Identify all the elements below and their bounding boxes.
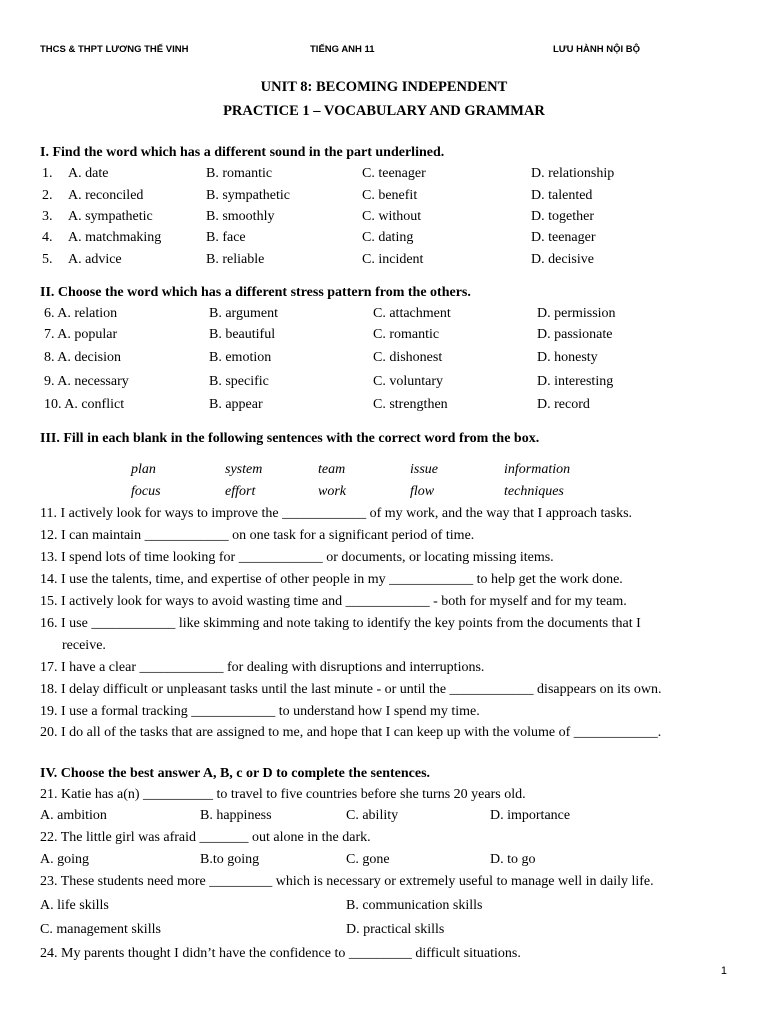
option-c: C. benefit (362, 188, 418, 203)
word-box-item: work (318, 484, 346, 499)
option-c: C. management skills (40, 922, 161, 937)
sentence-18: 18. I delay difficult or unpleasant tasks until the last minute - or until the ____________ disappears on its own. (40, 682, 662, 697)
circulation-note: LƯU HÀNH NỘI BỘ (553, 44, 641, 55)
option-d: D. together (531, 209, 594, 224)
option-b: B. sympathetic (206, 188, 290, 203)
sentence-16-continuation: receive. (62, 638, 106, 653)
school-name: THCS & THPT LƯƠNG THẾ VINH (40, 44, 189, 55)
option-d: D. to go (490, 852, 536, 867)
question-23-options-row-2 (0, 922, 768, 942)
sentence-19: 19. I use a formal tracking ____________ to understand how I spend my time. (40, 704, 480, 719)
option-b: B. smoothly (206, 209, 275, 224)
option-d: D. record (537, 397, 590, 412)
option-c: C. voluntary (373, 374, 443, 389)
option-b: B.to going (200, 852, 260, 867)
question-number: 2. (42, 188, 53, 203)
word-box-item: flow (410, 484, 435, 499)
option-c: C. attachment (373, 306, 451, 321)
question-number: 1. (42, 166, 53, 181)
sentence-14: 14. I use the talents, time, and expertise of other people in my ____________ to help get the work done. (40, 572, 623, 587)
option-c: C. without (362, 209, 422, 224)
option-a: 10. A. conflict (44, 397, 125, 412)
question-24: 24. My parents thought I didn’t have the confidence to _________ difficult situations. (40, 946, 521, 961)
question-number: 4. (42, 230, 53, 245)
question-21: 21. Katie has a(n) __________ to travel to five countries before she turns 20 years old. (40, 787, 526, 802)
option-b: B. beautiful (209, 327, 276, 342)
option-a: A. life skills (40, 898, 109, 913)
option-b: B. romantic (206, 166, 273, 181)
option-d: D. interesting (537, 374, 614, 389)
word-box-item: focus (131, 484, 161, 499)
option-d: D. passionate (537, 327, 613, 342)
option-b: B. communication skills (346, 898, 483, 913)
page-number: 1 (720, 965, 727, 977)
option-a: A. reconciled (68, 188, 144, 203)
question-number: 5. (42, 252, 53, 267)
question-row (0, 166, 768, 186)
option-b: B. specific (209, 374, 269, 389)
question-row (0, 397, 768, 417)
sentence-15: 15. I actively look for ways to avoid wasting time and ____________ - both for myself and for my team. (40, 594, 627, 609)
option-a: 8. A. decision (44, 350, 121, 365)
sentence-13: 13. I spend lots of time looking for ____________ or documents, or locating missing items. (40, 550, 554, 565)
option-c: C. gone (346, 852, 390, 867)
section-4-heading: IV. Choose the best answer A, B, c or D to complete the sentences. (40, 766, 431, 781)
option-c: C. dating (362, 230, 414, 245)
word-box-item: effort (225, 484, 256, 499)
question-row (0, 209, 768, 229)
option-b: B. happiness (200, 808, 272, 823)
sentence-20: 20. I do all of the tasks that are assigned to me, and hope that I can keep up with the volume of ____________. (40, 725, 662, 740)
option-c: C. romantic (373, 327, 440, 342)
question-row (0, 252, 768, 272)
option-d: D. practical skills (346, 922, 445, 937)
sentence-12: 12. I can maintain ____________ on one task for a significant period of time. (40, 528, 475, 543)
question-row (0, 230, 768, 250)
question-number: 3. (42, 209, 53, 224)
question-row (0, 188, 768, 208)
option-b: B. face (206, 230, 246, 245)
option-a: A. date (68, 166, 109, 181)
section-2-heading: II. Choose the word which has a different stress pattern from the others. (40, 285, 471, 300)
unit-title: UNIT 8: BECOMING INDEPENDENT (260, 79, 508, 95)
option-d: D. importance (490, 808, 571, 823)
option-c: C. dishonest (373, 350, 443, 365)
option-a: A. sympathetic (68, 209, 153, 224)
word-box-item: system (225, 462, 263, 477)
sentence-17: 17. I have a clear ____________ for dealing with disruptions and interruptions. (40, 660, 485, 675)
option-d: D. relationship (531, 166, 615, 181)
option-d: D. talented (531, 188, 593, 203)
option-a: 7. A. popular (44, 327, 118, 342)
question-23: 23. These students need more _________ which is necessary or extremely useful to manage well in daily life. (40, 874, 654, 889)
practice-title: PRACTICE 1 – VOCABULARY AND GRAMMAR (223, 103, 545, 119)
option-d: D. honesty (537, 350, 598, 365)
option-d: D. decisive (531, 252, 594, 267)
word-box-item: team (318, 462, 346, 477)
sentence-11: 11. I actively look for ways to improve the ____________ of my work, and the way that I approach tasks. (40, 506, 633, 521)
option-a: 6. A. relation (44, 306, 118, 321)
option-c: C. incident (362, 252, 424, 267)
option-b: B. emotion (209, 350, 272, 365)
option-a: A. ambition (40, 808, 107, 823)
word-box-item: information (504, 462, 571, 477)
question-21-options (0, 808, 768, 828)
sentence-16: 16. I use ____________ like skimming and note taking to identify the key points from the documents that I (40, 616, 641, 631)
word-box-item: techniques (504, 484, 564, 499)
option-b: B. reliable (206, 252, 265, 267)
section-1-heading: I. Find the word which has a different sound in the part underlined. (40, 145, 445, 160)
section-3-heading: III. Fill in each blank in the following sentences with the correct word from the box. (40, 431, 540, 446)
question-row (0, 306, 768, 326)
option-a: A. matchmaking (68, 230, 162, 245)
question-row (0, 374, 768, 394)
option-a: 9. A. necessary (44, 374, 129, 389)
question-23-options-row-1 (0, 898, 768, 918)
option-c: C. ability (346, 808, 399, 823)
subject-name: TIẾNG ANH 11 (310, 44, 375, 55)
option-c: C. teenager (362, 166, 426, 181)
option-c: C. strengthen (373, 397, 448, 412)
option-d: D. teenager (531, 230, 596, 245)
word-box-item: plan (131, 462, 156, 477)
option-a: A. going (40, 852, 89, 867)
option-d: D. permission (537, 306, 616, 321)
question-22-options (0, 852, 768, 872)
question-row (0, 327, 768, 347)
option-a: A. advice (68, 252, 122, 267)
question-row (0, 350, 768, 370)
word-box-item: issue (410, 462, 438, 477)
option-b: B. argument (209, 306, 278, 321)
question-22: 22. The little girl was afraid _______ out alone in the dark. (40, 830, 371, 845)
option-b: B. appear (209, 397, 263, 412)
